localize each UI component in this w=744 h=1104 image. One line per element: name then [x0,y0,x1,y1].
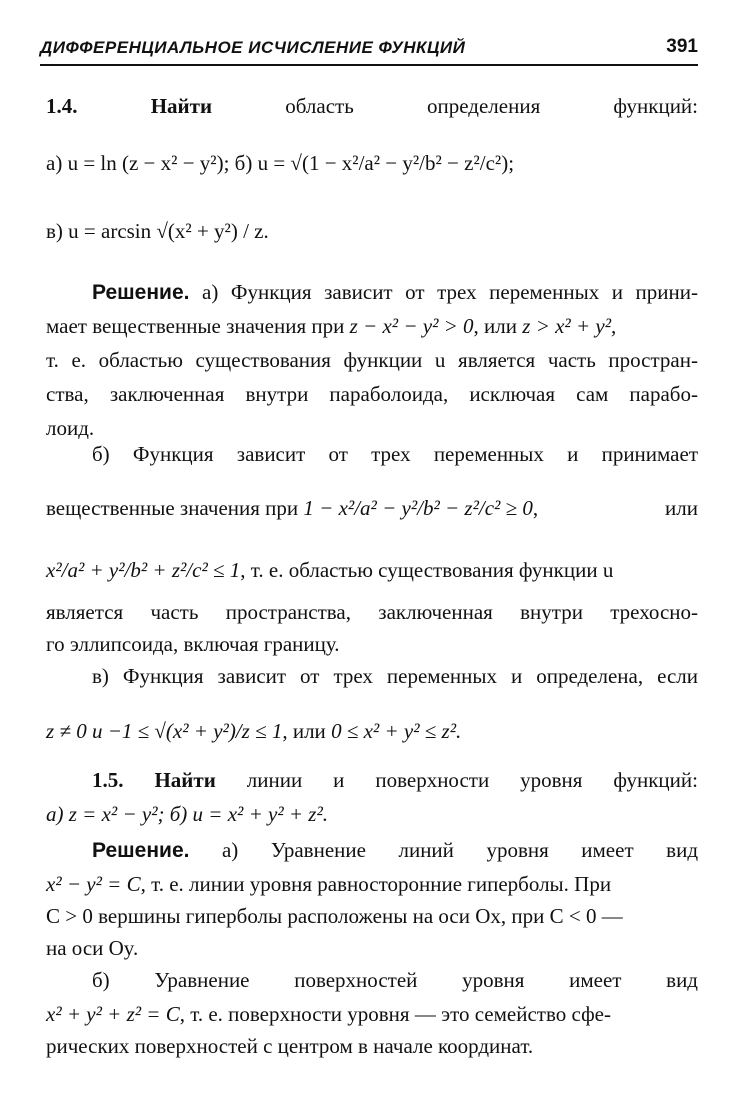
equation-sphere: x² + y² + z² = C [46,1002,180,1026]
solution-text: , т. е. линии уровня равносторонние гиперболы. При [140,872,612,896]
solution-text: т. е. областью существования функции u является часть простран- [46,348,698,372]
formula-level: а) z = x² − y²; б) u = x² + y² + z². [46,802,329,826]
header-title: ДИФФЕРЕНЦИАЛЬНОЕ ИСЧИСЛЕНИЕ ФУНКЦИЙ [40,38,466,57]
inequality-arcsin: z ≠ 0 и −1 ≤ √(x² + y²)/z ≤ 1 [46,719,283,743]
problem-number: 1.4. [46,94,78,118]
solution-b-line-2: вещественные значения при 1 − x²/a² − y²/b² − z²/c² ≥ 0, или [46,486,698,530]
inequality-ellipsoid: 1 − x²/a² − y²/b² − z²/c² ≥ 0 [303,496,533,520]
solution-line-2: мает вещественные значения при z − x² − y² > 0, или z > x² + y², [46,314,617,338]
solution-text: го эллипсоида, включая границу. [46,632,340,656]
inequality-cone: 0 ≤ x² + y² ≤ z². [331,719,462,743]
solution-label: Решение. [92,839,190,862]
problem-1-5-heading [46,766,698,794]
inequality-2: z > x² + y² [522,314,612,338]
problem-verb: Найти [154,768,216,792]
formula-v: в) u = arcsin √(x² + y²) / z. [46,219,269,243]
solution-line-1 [46,278,698,307]
solution-b-line-5 [46,630,698,658]
problem-text: линии и поверхности уровня функций: [246,768,698,792]
solution-text: вещественные значения при [46,496,299,520]
solution-15-line-4 [46,934,698,962]
solution-b-line-3 [46,548,698,592]
solution-text: мает вещественные значения при [46,314,345,338]
solution-15-line-3 [46,902,698,930]
solution-text: а) Уравнение линий уровня имеет вид [221,838,698,862]
formula-line-a-b [46,138,698,188]
solution-text: б) Функция зависит от трех переменных и принимает [92,442,698,466]
solution-text: а) Функция зависит от трех переменных и прини- [202,280,698,304]
inequality-1: z − x² − y² > 0 [349,314,474,338]
solution-text: ства, заключенная внутри параболоида, исключая сам парабо- [46,382,698,406]
solution-v-line-1 [46,662,698,690]
solution-text: , т. е. областью существования функции u [240,558,614,582]
solution-text: C > 0 вершины гиперболы расположены на оси Ox, при C < 0 — [46,904,623,928]
solution-text: лоид. [46,416,95,440]
solution-v-line-2 [46,706,698,756]
solution-text: , т. е. поверхности уровня — это семейство сфе- [179,1002,611,1026]
solution-line-5 [46,414,698,442]
problem-1-5-formulas [46,800,698,828]
problem-number: 1.5. [92,768,124,792]
solution-text: б) Уравнение поверхностей уровня имеет вид [92,968,698,992]
solution-text: рических поверхностей с центром в начале координат. [46,1034,534,1058]
solution-15-b-line-1 [46,966,698,994]
solution-text: в) Функция зависит от трех переменных и определена, если [92,664,698,688]
solution-15-line-1 [46,836,698,865]
solution-label: Решение. [92,281,190,304]
solution-text: , или [473,314,518,338]
problem-text: область определения функций: [285,94,698,118]
solution-b-line-1 [46,440,698,468]
solution-text: на оси Oy. [46,936,139,960]
solution-15-line-2 [46,870,698,898]
solution-b-line-4 [46,598,698,626]
formula-line-v [46,206,698,256]
equation-hyperbola: x² − y² = C [46,872,141,896]
solution-line-4 [46,380,698,408]
running-header [40,34,698,66]
problem-1-4-heading [46,92,698,120]
formula-a-b: а) u = ln (z − x² − y²); б) u = √(1 − x²/a² − y²/b² − z²/c²); [46,151,515,175]
solution-text: является часть пространства, заключенная внутри трехосно- [46,600,698,624]
page-number: 391 [666,36,698,57]
solution-15-b-line-2 [46,1000,698,1028]
solution-text: , или [282,719,326,743]
solution-15-b-line-3 [46,1032,698,1060]
problem-verb: Найти [150,94,213,118]
solution-text: или [665,496,698,520]
inequality-ellipsoid-2: x²/a² + y²/b² + z²/c² ≤ 1 [46,558,241,582]
solution-line-3 [46,346,698,374]
